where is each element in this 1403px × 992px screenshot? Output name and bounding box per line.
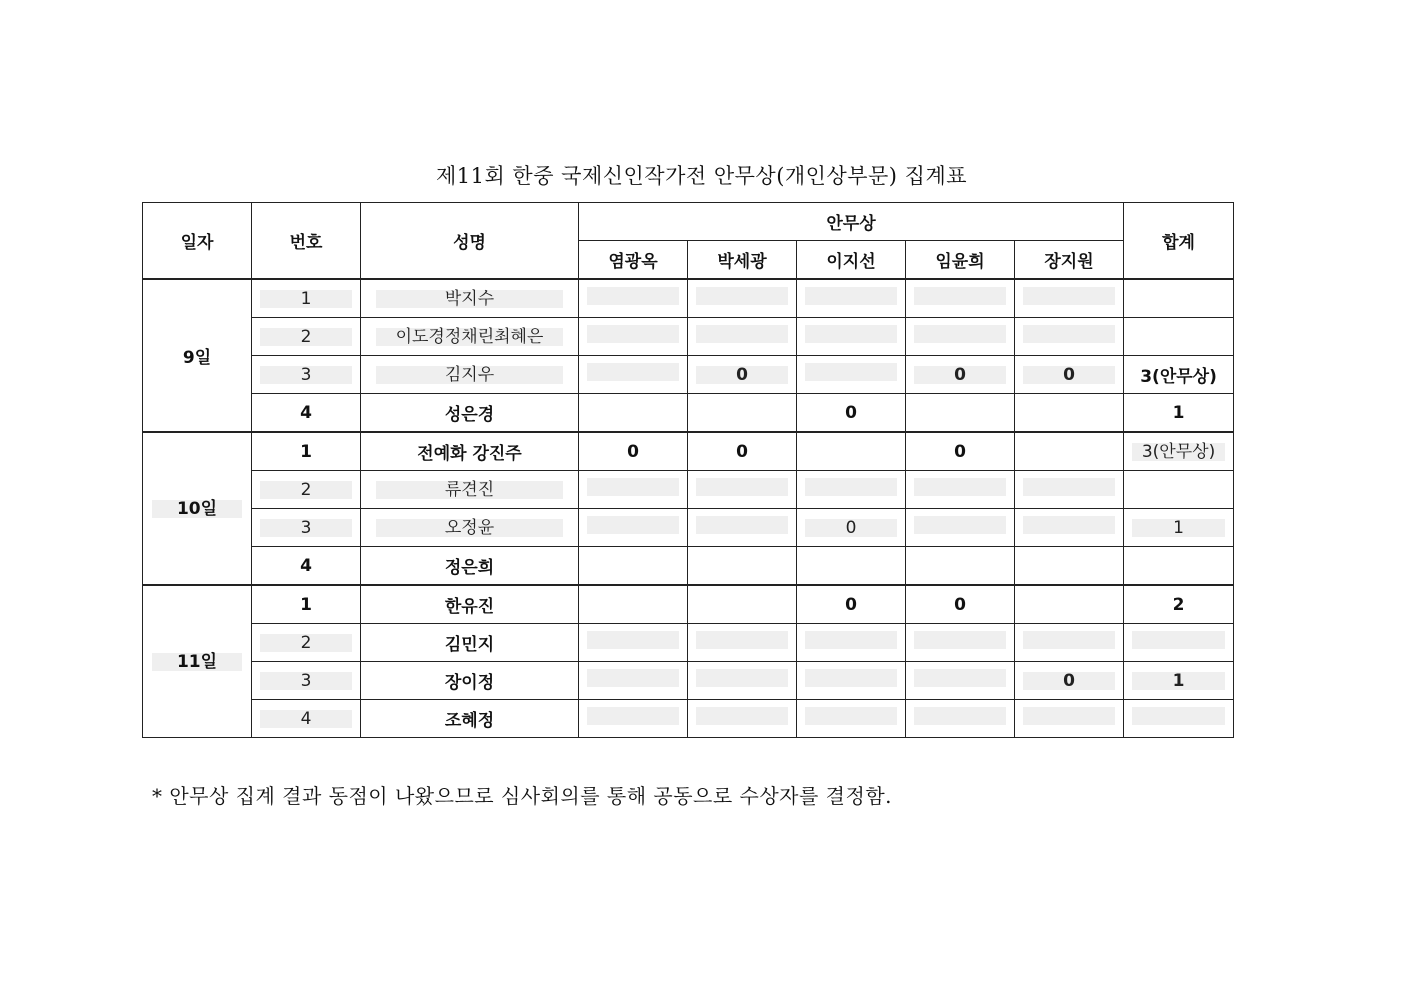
name-cell: 이도경정채린최혜은	[361, 318, 579, 356]
header-judge: 이지선	[797, 241, 906, 280]
date-cell: 9일	[143, 279, 252, 432]
name-cell: 조혜정	[361, 700, 579, 738]
vote-cell: 0	[1015, 662, 1124, 700]
vote-cell	[1015, 318, 1124, 356]
vote-cell: 0	[797, 585, 906, 624]
number-cell: 2	[252, 471, 361, 509]
number-cell: 3	[252, 662, 361, 700]
vote-cell	[579, 700, 688, 738]
date-cell: 10일	[143, 432, 252, 585]
vote-cell: 0	[579, 432, 688, 471]
vote-cell	[579, 318, 688, 356]
vote-cell: 0	[1015, 356, 1124, 394]
table-row	[143, 585, 1234, 624]
vote-cell	[797, 547, 906, 586]
table-row	[143, 318, 1234, 356]
header-judge: 염광옥	[579, 241, 688, 280]
table-row	[143, 624, 1234, 662]
vote-cell	[688, 700, 797, 738]
header-award-group: 안무상	[579, 203, 1124, 241]
name-cell: 김민지	[361, 624, 579, 662]
vote-cell	[906, 279, 1015, 318]
vote-cell	[906, 662, 1015, 700]
document-title: 제11회 한중 국제신인작가전 안무상(개인상부문) 집계표	[435, 164, 968, 188]
vote-cell	[1015, 700, 1124, 738]
vote-cell	[688, 471, 797, 509]
footnote: * 안무상 집계 결과 동점이 나왔으므로 심사회의를 통해 공동으로 수상자를 결정함.	[152, 784, 892, 808]
vote-cell	[688, 394, 797, 433]
vote-cell	[579, 356, 688, 394]
table-row	[143, 279, 1234, 318]
total-cell: 1	[1124, 394, 1234, 433]
total-cell	[1124, 624, 1234, 662]
table-row	[143, 471, 1234, 509]
vote-cell	[797, 318, 906, 356]
total-cell	[1124, 547, 1234, 586]
name-cell: 정은희	[361, 547, 579, 586]
vote-cell	[579, 394, 688, 433]
total-cell: 3(안무상)	[1124, 356, 1234, 394]
number-cell: 4	[252, 394, 361, 433]
vote-cell	[1015, 432, 1124, 471]
name-cell: 성은경	[361, 394, 579, 433]
vote-cell: 0	[906, 356, 1015, 394]
vote-cell	[579, 547, 688, 586]
vote-cell	[1015, 471, 1124, 509]
header-judge: 장지원	[1015, 241, 1124, 280]
vote-cell	[797, 471, 906, 509]
vote-cell	[797, 624, 906, 662]
vote-cell	[1015, 585, 1124, 624]
vote-cell	[906, 509, 1015, 547]
number-cell: 1	[252, 585, 361, 624]
vote-cell: 0	[797, 509, 906, 547]
vote-cell	[1015, 509, 1124, 547]
vote-cell	[797, 432, 906, 471]
vote-cell: 0	[797, 394, 906, 433]
number-cell: 3	[252, 509, 361, 547]
header-date: 일자	[143, 203, 252, 280]
table-row	[143, 547, 1234, 586]
total-cell	[1124, 700, 1234, 738]
vote-cell	[688, 547, 797, 586]
header-total: 합계	[1124, 203, 1234, 280]
vote-cell	[579, 509, 688, 547]
total-cell	[1124, 279, 1234, 318]
vote-cell	[906, 394, 1015, 433]
table-row	[143, 509, 1234, 547]
name-cell: 박지수	[361, 279, 579, 318]
total-cell: 3(안무상)	[1124, 432, 1234, 471]
vote-cell	[688, 624, 797, 662]
name-cell: 김지우	[361, 356, 579, 394]
vote-cell: 0	[688, 356, 797, 394]
table-row	[143, 432, 1234, 471]
vote-cell	[906, 318, 1015, 356]
vote-cell	[688, 585, 797, 624]
vote-cell	[688, 662, 797, 700]
vote-cell	[797, 662, 906, 700]
vote-cell	[1015, 547, 1124, 586]
vote-cell	[688, 279, 797, 318]
vote-cell	[579, 662, 688, 700]
table-row	[143, 356, 1234, 394]
number-cell: 1	[252, 432, 361, 471]
vote-cell	[906, 700, 1015, 738]
header-name: 성명	[361, 203, 579, 280]
name-cell: 류견진	[361, 471, 579, 509]
number-cell: 4	[252, 547, 361, 586]
vote-cell	[579, 585, 688, 624]
vote-cell	[797, 356, 906, 394]
header-judge: 박세광	[688, 241, 797, 280]
date-cell: 11일	[143, 585, 252, 738]
vote-cell	[906, 624, 1015, 662]
name-cell: 전예화 강진주	[361, 432, 579, 471]
total-cell: 1	[1124, 662, 1234, 700]
header-judge: 임윤희	[906, 241, 1015, 280]
number-cell: 2	[252, 624, 361, 662]
vote-cell	[906, 471, 1015, 509]
total-cell	[1124, 471, 1234, 509]
vote-cell: 0	[688, 432, 797, 471]
total-cell: 1	[1124, 509, 1234, 547]
total-cell: 2	[1124, 585, 1234, 624]
vote-cell	[688, 318, 797, 356]
tally-table	[142, 202, 1234, 738]
number-cell: 3	[252, 356, 361, 394]
vote-cell	[688, 509, 797, 547]
table-row	[143, 662, 1234, 700]
vote-cell	[797, 700, 906, 738]
vote-cell	[797, 279, 906, 318]
vote-cell: 0	[906, 432, 1015, 471]
vote-cell: 0	[906, 585, 1015, 624]
name-cell: 장이정	[361, 662, 579, 700]
vote-cell	[1015, 394, 1124, 433]
number-cell: 2	[252, 318, 361, 356]
number-cell: 1	[252, 279, 361, 318]
number-cell: 4	[252, 700, 361, 738]
vote-cell	[906, 547, 1015, 586]
name-cell: 오정윤	[361, 509, 579, 547]
table-row	[143, 700, 1234, 738]
vote-cell	[579, 624, 688, 662]
name-cell: 한유진	[361, 585, 579, 624]
table-row	[143, 394, 1234, 433]
vote-cell	[579, 471, 688, 509]
vote-cell	[1015, 279, 1124, 318]
header-number: 번호	[252, 203, 361, 280]
vote-cell	[1015, 624, 1124, 662]
vote-cell	[579, 279, 688, 318]
total-cell	[1124, 318, 1234, 356]
